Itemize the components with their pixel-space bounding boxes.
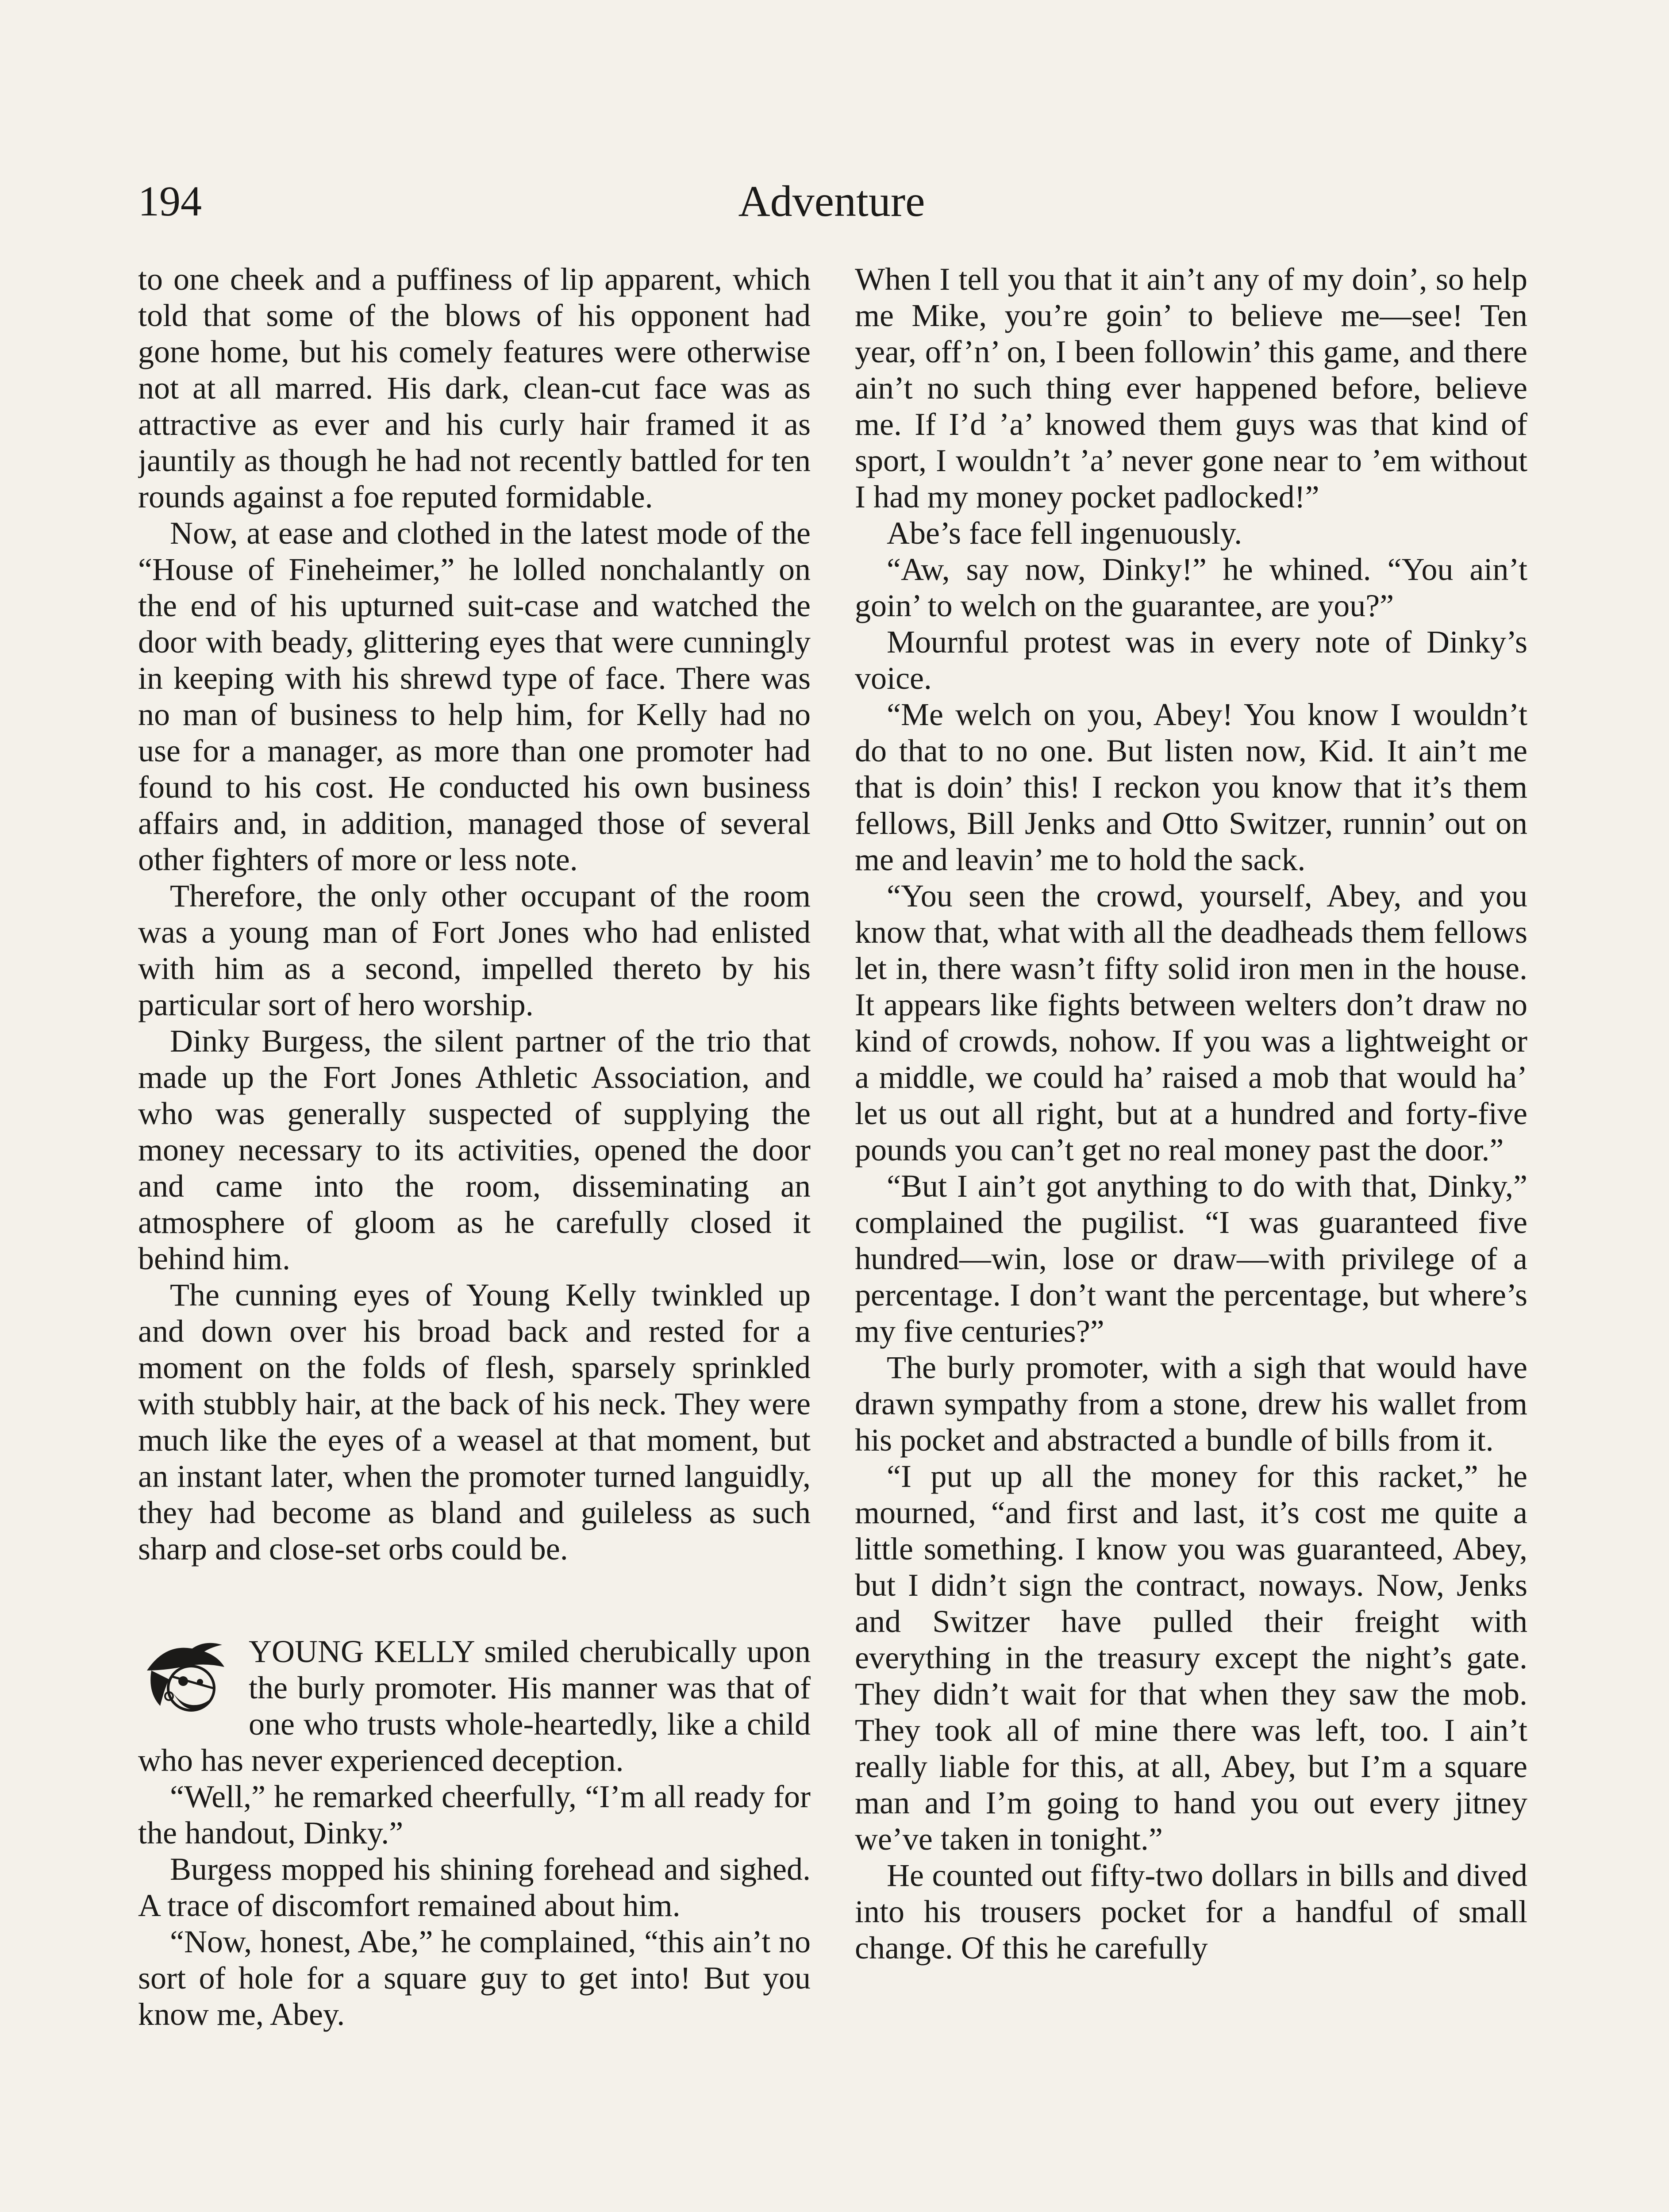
paragraph: Therefore, the only other occupant of the room was a young man of Fort Jones who had enlisted with him as a second, impelled thereto by his particular sort of hero worship. bbox=[138, 878, 811, 1022]
paragraph: When I tell you that it ain’t any of my doin’, so help me Mike, you’re goin’ to believe me—see! Ten year, off’n’ on, I been followin’ this game, and there ain’t no such thing ever happened before, believe me. If I’d ’a’ knowed them guys was that kind of sport, I wouldn’t ’a’ never gone near to ’em without I had my money pocket padlocked!” bbox=[855, 261, 1527, 515]
running-title: Adventure bbox=[738, 177, 925, 226]
section-break bbox=[138, 1567, 811, 1633]
section-opening-text: YOUNG KELLY smiled cherubically upon the burly promoter. His manner was that of one who trusts whole-heartedly, like a child who has never experienced deception. bbox=[138, 1634, 811, 1778]
page-header bbox=[138, 168, 1525, 234]
right-column bbox=[855, 261, 1527, 2212]
left-column bbox=[138, 261, 811, 2212]
paragraph: Dinky Burgess, the silent partner of the trio that made up the Fort Jones Athletic Association, and who was generally suspected of supplying the money necessary to its activities, opened the door and came into the room, disseminating an atmosphere of gloom as he carefully closed it behind him. bbox=[138, 1023, 811, 1276]
paragraph: The burly promoter, with a sigh that would have drawn sympathy from a stone, drew his wallet from his pocket and abstracted a bundle of bills from it. bbox=[855, 1350, 1527, 1458]
paragraph: “Now, honest, Abe,” he complained, “this ain’t no sort of hole for a square guy to get into! But you know me, Abey. bbox=[138, 1924, 811, 2032]
paragraph: Now, at ease and clothed in the latest mode of the “House of Fineheimer,” he lolled nonchalantly on the end of his upturned suit-case and watched the door with beady, glittering eyes that were cunningly in keeping with his shrewd type of face. There was no man of business to help him, for Kelly had no use for a manager, as more than one promoter had found to his cost. He conducted his own business affairs and, in addition, managed those of several other fighters of more or less note. bbox=[138, 515, 811, 877]
section-opening bbox=[138, 1633, 811, 1778]
paragraph: “You seen the crowd, yourself, Abey, and you know that, what with all the deadheads them fellows let in, there wasn’t fifty solid iron men in the house. It appears like fights between welters don’t draw no kind of crowds, nohow. If you was a lightweight or a middle, we could ha’ raised a mob that would ha’ let us out all right, but at a hundred and forty-five pounds you can’t get no real money past the door.” bbox=[855, 878, 1527, 1167]
pirate-head-ornament-icon bbox=[138, 1640, 231, 1719]
paragraph: Burgess mopped his shining forehead and sighed. A trace of discomfort remained about him. bbox=[138, 1851, 811, 1923]
paragraph: Abe’s face fell ingenuously. bbox=[887, 515, 1242, 551]
paragraph: “Well,” he remarked cheerfully, “I’m all ready for the handout, Dinky.” bbox=[138, 1779, 811, 1851]
paragraph: to one cheek and a puffiness of lip apparent, which told that some of the blows of his opponent had gone home, but his comely features were otherwise not at all marred. His dark, clean-cut face was as attractive as ever and his curly hair framed it as jauntily as though he had not recently battled for ten rounds against a foe reputed formidable. bbox=[138, 261, 811, 515]
paragraph: “But I ain’t got anything to do with that, Dinky,” complained the pugilist. “I was guaranteed five hundred—win, lose or draw—with privilege of a percentage. I don’t want the percentage, but where’s my five centuries?” bbox=[855, 1168, 1527, 1349]
paragraph: The cunning eyes of Young Kelly twinkled up and down over his broad back and rested for a moment on the folds of flesh, sparsely sprinkled with stubbly hair, at the back of his neck. They were much like the eyes of a weasel at that moment, but an instant later, when the promoter turned languidly, they had become as bland and guileless as such sharp and close-set orbs could be. bbox=[138, 1277, 811, 1567]
paragraph: Mournful protest was in every note of Dinky’s voice. bbox=[855, 624, 1527, 696]
page-number: 194 bbox=[138, 177, 202, 225]
paragraph: “Aw, say now, Dinky!” he whined. “You ain’t goin’ to welch on the guarantee, are you?” bbox=[855, 552, 1527, 623]
paragraph: “I put up all the money for this racket,” he mourned, “and first and last, it’s cost me quite a little something. I know you was guaranteed, Abey, but I didn’t sign the contract, noways. Now, Jenks and Switzer have pulled their freight with everything in the treasury except the night’s gate. They didn’t wait for that when they saw the mob. They took all of mine there was left, too. I ain’t really liable for this, at all, Abey, but I’m a square man and I’m going to hand you out every jitney we’ve taken in tonight.” bbox=[855, 1459, 1527, 1857]
paragraph: “Me welch on you, Abey! You know I wouldn’t do that to no one. But listen now, Kid. It ain’t me that is doin’ this! I reckon you know that it’s them fellows, Bill Jenks and Otto Switzer, runnin’ out on me and leavin’ me to hold the sack. bbox=[855, 697, 1527, 877]
paragraph: He counted out fifty-two dollars in bills and dived into his trousers pocket for a handful of small change. Of this he carefully bbox=[855, 1858, 1527, 1966]
